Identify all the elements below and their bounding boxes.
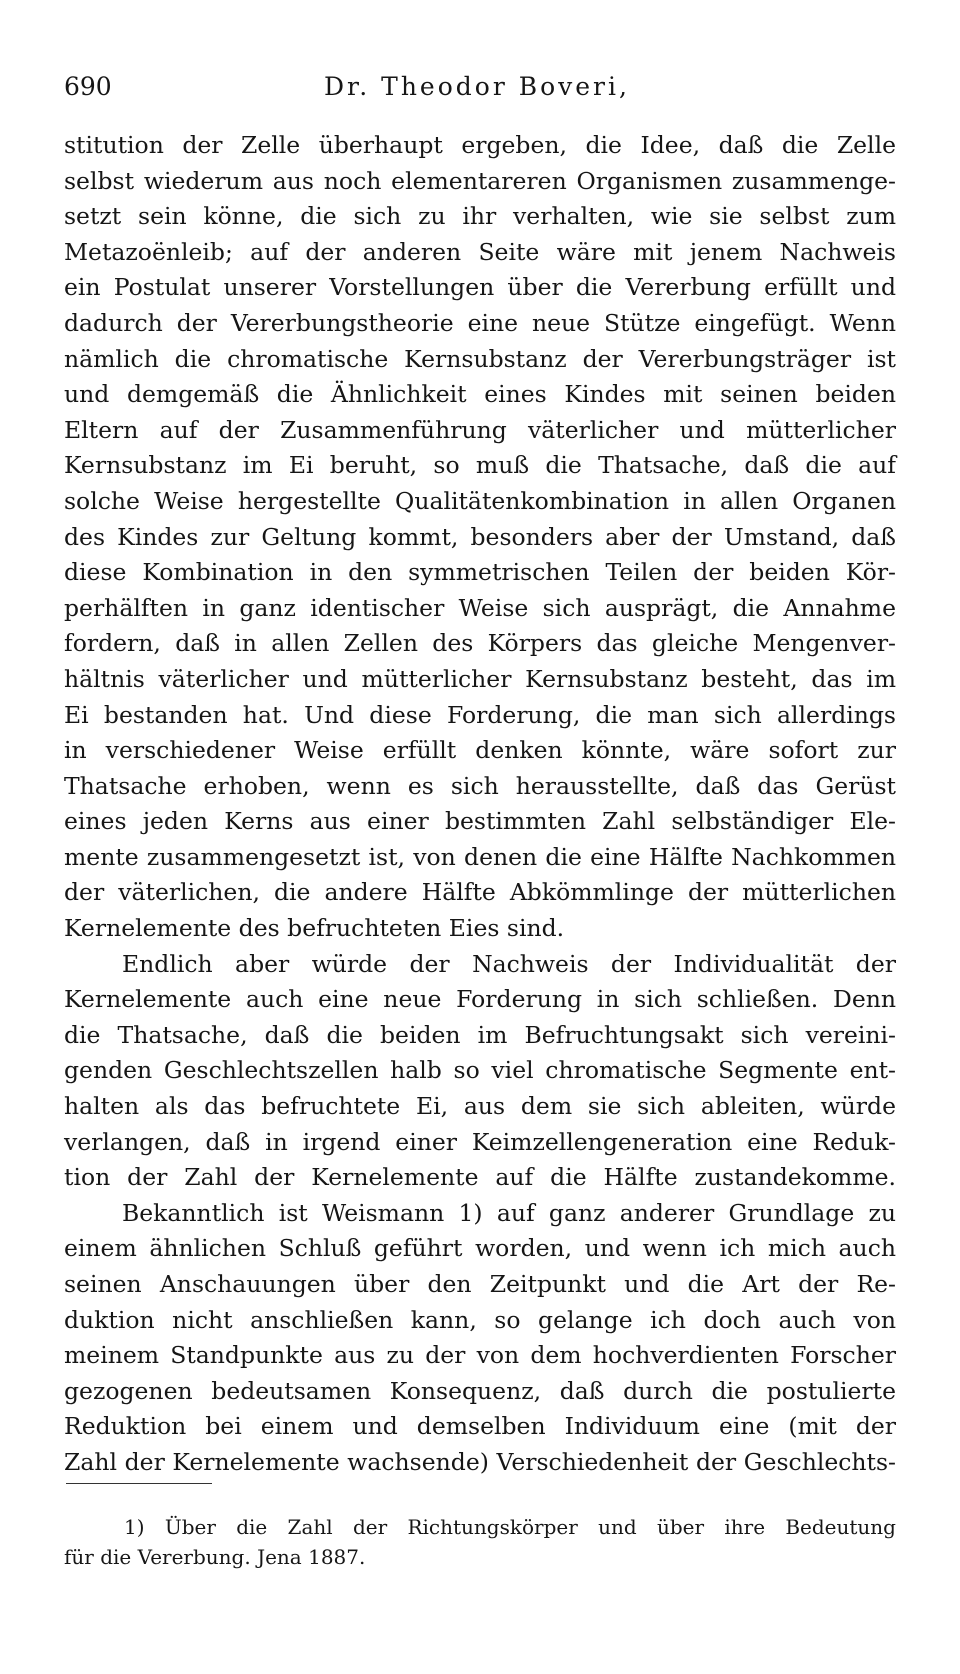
footnote-line: 1) Über die Zahl der Richtungskörper und über ihre Bedeutung: [124, 1515, 896, 1539]
text-line: ein Postulat unserer Vorstellungen über die Vererbung erfüllt und: [64, 273, 896, 302]
text-line: Ei bestanden hat. Und diese Forderung, die man sich allerdings: [64, 700, 896, 729]
footnote-divider: [66, 1483, 212, 1484]
text-line: Zahl der Kernelemente wachsende) Verschiedenheit der Geschlechts-: [64, 1447, 896, 1476]
text-line: duktion nicht anschließen kann, so gelange ich doch auch von: [64, 1305, 896, 1334]
text-line: mente zusammengesetzt ist, von denen die eine Hälfte Nachkommen: [64, 842, 896, 871]
text-line: des Kindes zur Geltung kommt, besonders aber der Umstand, daß: [64, 522, 896, 551]
text-line: gezogenen bedeutsamen Konsequenz, daß durch die postulierte: [64, 1376, 896, 1405]
text-line: die Thatsache, daß die beiden im Befruchtungsakt sich vereini-: [64, 1020, 896, 1049]
text-line: Metazoënleib; auf der anderen Seite wäre mit jenem Nachweis: [64, 237, 896, 266]
text-line: halten als das befruchtete Ei, aus dem sie sich ableiten, würde: [64, 1092, 896, 1121]
text-line: solche Weise hergestellte Qualitätenkombination in allen Organen: [64, 486, 896, 515]
text-line: und demgemäß die Ähnlichkeit eines Kindes mit seinen beiden: [64, 380, 896, 409]
text-line: seinen Anschauungen über den Zeitpunkt und die Art der Re-: [64, 1270, 896, 1298]
text-line: Thatsache erhoben, wenn es sich herausstellte, daß das Gerüst: [64, 771, 896, 800]
text-line: hältnis väterlicher und mütterlicher Kernsubstanz besteht, das im: [64, 664, 896, 693]
text-line: perhälften in ganz identischer Weise sich ausprägt, die Annahme: [64, 593, 896, 622]
page-number: 690: [64, 72, 112, 101]
text-line: tion der Zahl der Kernelemente auf die Hälfte zustandekomme.: [64, 1163, 896, 1192]
text-line: Kernelemente auch eine neue Forderung in sich schließen. Denn: [64, 985, 896, 1014]
text-line: selbst wiederum aus noch elementareren Organismen zusammenge-: [64, 166, 896, 195]
text-line: meinem Standpunkte aus zu der von dem hochverdienten Forscher: [64, 1341, 896, 1370]
text-line: diese Kombination in den symmetrischen Teilen der beiden Kör-: [64, 558, 896, 587]
body-text: [64, 128, 896, 1481]
text-line: der väterlichen, die andere Hälfte Abkömmlinge der mütterlichen: [64, 878, 896, 907]
text-line: Reduktion bei einem und demselben Individuum eine (mit der: [64, 1412, 896, 1441]
running-head: Dr. Theodor Boveri,: [324, 72, 630, 101]
text-line: in verschiedener Weise erfüllt denken könnte, wäre sofort zur: [64, 736, 896, 765]
text-line: eines jeden Kerns aus einer bestimmten Zahl selbständiger Ele-: [64, 807, 896, 836]
text-line: Endlich aber würde der Nachweis der Individualität der: [122, 949, 896, 978]
text-line: Kernsubstanz im Ei beruht, so muß die Thatsache, daß die auf: [64, 451, 896, 480]
text-line: fordern, daß in allen Zellen des Körpers das gleiche Mengenver-: [64, 629, 896, 658]
text-line: Bekanntlich ist Weismann 1) auf ganz anderer Grundlage zu: [122, 1198, 896, 1227]
text-line: nämlich die chromatische Kernsubstanz der Vererbungsträger ist: [64, 344, 896, 373]
text-line: setzt sein könne, die sich zu ihr verhalten, wie sie selbst zum: [64, 202, 896, 231]
text-line: einem ähnlichen Schluß geführt worden, und wenn ich mich auch: [64, 1234, 896, 1263]
text-line: stitution der Zelle überhaupt ergeben, die Idee, daß die Zelle: [64, 131, 896, 159]
text-line: genden Geschlechtszellen halb so viel chromatische Segmente ent-: [64, 1056, 896, 1085]
footnote-line: für die Vererbung. Jena 1887.: [64, 1545, 366, 1569]
page-header: [64, 72, 896, 112]
footnotes: [64, 1512, 896, 1572]
text-line: verlangen, daß in irgend einer Keimzellengeneration eine Reduk-: [64, 1127, 896, 1156]
text-line: Kernelemente des befruchteten Eies sind.: [64, 914, 565, 943]
text-line: Eltern auf der Zusammenführung väterlicher und mütterlicher: [64, 415, 896, 444]
text-line: dadurch der Vererbungstheorie eine neue Stütze eingefügt. Wenn: [64, 308, 896, 337]
